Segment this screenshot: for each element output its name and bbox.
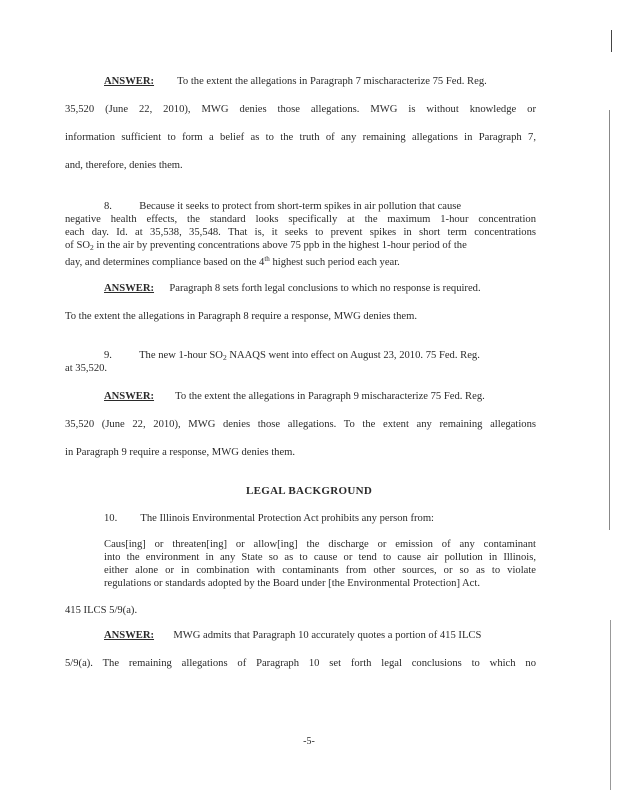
paragraph-9-line-2: at 35,520. [65, 363, 108, 374]
scan-edge-mark [610, 620, 611, 790]
section-heading: LEGAL BACKGROUND [245, 485, 373, 497]
scan-edge-mark [609, 110, 610, 530]
page-number: -5- [303, 736, 315, 747]
paragraph-10-first-line: 10. The Illinois Environmental Protection Act prohibits any person from: [104, 513, 435, 524]
answer-label: ANSWER: [104, 76, 155, 87]
answer-7-line-2: 35,520 (June 22, 2010), MWG denies those allegations. MWG is without knowledge or [65, 104, 536, 115]
paragraph-8-number: 8. [104, 201, 112, 212]
answer-8 [104, 282, 481, 295]
block-quote-line-4: regulations or standards adopted by the Board under [the Environmental Protection] Act. [104, 578, 480, 589]
answer-7-line-4: and, therefore, denies them. [65, 160, 183, 171]
paragraph-10-number: 10. [104, 513, 118, 524]
answer-8-line-2: To the extent the allegations in Paragraph 8 require a response, MWG denies them. [65, 311, 417, 322]
answer-label: ANSWER: [104, 283, 155, 294]
paragraph-9-number: 9. [104, 350, 112, 361]
answer-8-line-1: Paragraph 8 sets forth legal conclusions to which no response is required. [169, 283, 481, 294]
answer-7-line-3: information sufficient to form a belief as to the truth of any remaining allegations in Paragraph 7, [65, 132, 536, 143]
block-quote-line-3: either alone or in combination with contaminants from other sources, or so as to violate [104, 565, 536, 576]
answer-7-line-1: To the extent the allegations in Paragraph 7 mischaracterize 75 Fed. Reg. [177, 76, 487, 87]
paragraph-8-line-3: each day. Id. at 35,538, 35,548. That is, it seeks to prevent spikes in short term concentrations [65, 227, 536, 238]
block-quote-line-2: into the environment in any State so as to cause or tend to cause air pollution in Illinois, [104, 552, 536, 563]
paragraph-8-line-4: of $SO_2$ in the air by preventing concentrations above 75 ppb in the highest 1-hour period of the [65, 240, 467, 252]
answer-10 [104, 629, 481, 642]
paragraph-9-first-line: 9. The new 1-hour $SO_2$ NAAQS went into effect on August 23, 2010. 75 Fed. Reg. [104, 350, 480, 362]
answer-9 [104, 390, 485, 403]
block-quote-line-1: Caus[ing] or threaten[ing] or allow[ing] the discharge or emission of any contaminant [104, 539, 536, 550]
answer-7 [104, 75, 487, 88]
scan-edge-mark [611, 30, 612, 52]
answer-9-line-1: To the extent the allegations in Paragraph 9 mischaracterize 75 Fed. Reg. [175, 391, 485, 402]
answer-9-line-2: 35,520 (June 22, 2010), MWG denies those allegations. To the extent any remaining allegations [65, 419, 536, 430]
paragraph-8-first-line: 8. Because it seeks to protect from short-term spikes in air pollution that cause [104, 201, 462, 212]
citation: 415 ILCS 5/9(a). [65, 605, 138, 616]
answer-9-line-3: in Paragraph 9 require a response, MWG denies them. [65, 447, 296, 458]
answer-10-line-1: MWG admits that Paragraph 10 accurately quotes a portion of 415 ILCS [173, 630, 482, 641]
answer-label: ANSWER: [104, 391, 155, 402]
answer-label: ANSWER: [104, 630, 155, 641]
answer-10-line-2: 5/9(a). The remaining allegations of Paragraph 10 set forth legal conclusions to which no [65, 658, 536, 669]
paragraph-8-line-5: day, and determines compliance based on the 4th highest such period each year. [65, 255, 400, 268]
paragraph-8-line-2: negative health effects, the standard looks specifically at the maximum 1-hour concentration [65, 214, 536, 225]
